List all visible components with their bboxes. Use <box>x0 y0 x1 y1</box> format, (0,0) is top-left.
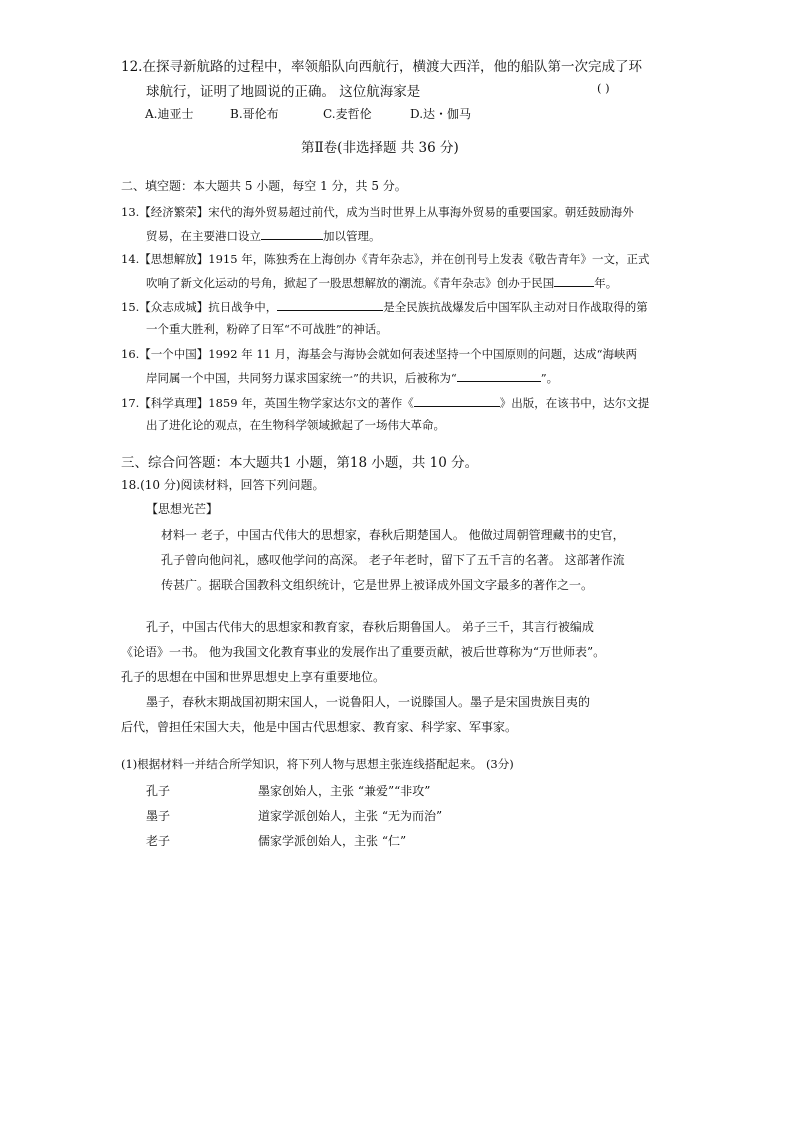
q13-text-a: 贸易，在主要港口设立 <box>146 229 261 243</box>
q14-line1: 14.【思想解放】1915 年，陈独秀在上海创办《青年杂志》，并在创刊号上发表《敬告青年》一文，正式 <box>121 252 650 266</box>
q12-line1: 12.在探寻新航路的过程中，率领船队向西航行，横渡大西洋，他的船队第一次完成了环 <box>121 59 642 75</box>
q12-option-b: B.哥伦布 <box>230 107 279 121</box>
q12-line2: 球航行，证明了地圆说的正确。 这位航海家是 <box>146 84 421 100</box>
q17-line1 <box>121 394 649 411</box>
material3-line1: 墨子，春秋末期战国初期宋国人，一说鲁阳人，一说滕国人。墨子是宋国贵族目夷的 <box>146 695 591 709</box>
material1-line1: 材料一 老子，中国古代伟大的思想家，春秋后期楚国人。 他做过周朝管理藏书的史官， <box>161 528 625 542</box>
q13-line2 <box>146 227 381 244</box>
section3-heading: 三、综合问答题：本大题共1 小题，第18 小题，共 10 分。 <box>121 455 479 471</box>
q14-blank[interactable] <box>554 274 594 287</box>
q12-option-c: C.麦哲伦 <box>323 107 372 121</box>
material2-line3: 孔子的思想在中国和世界思想史上享有重要地位。 <box>121 670 386 684</box>
part2-title: 第Ⅱ卷(非选择题 共 36 分) <box>301 140 459 156</box>
q17-blank[interactable] <box>414 394 500 407</box>
q15-text-b: 是全民族抗战爆发后中国军队主动对日作战取得的第 <box>383 300 648 314</box>
q15-line1 <box>121 298 648 315</box>
q14-text-a: 吹响了新文化运动的号角，掀起了一股思想解放的潮流。《青年杂志》创办于民国 <box>146 276 555 290</box>
material2-line1: 孔子，中国古代伟大的思想家和教育家，春秋后期鲁国人。 弟子三千，其言行被编成 <box>146 620 594 634</box>
claim-taoist[interactable]: 道家学派创始人，主张 “无为而治” <box>258 809 443 823</box>
claim-mohist[interactable]: 墨家创始人，主张 “兼爱”“非攻” <box>258 784 431 798</box>
q12-option-d: D.达・伽马 <box>410 107 472 121</box>
q17-line2: 出了进化论的观点，在生物科学领域掀起了一场伟大革命。 <box>146 418 445 432</box>
sub-question-1: (1)根据材料一并结合所学知识，将下列人物与思想主张连线搭配起来。 (3分) <box>121 757 514 771</box>
q16-line1: 16.【一个中国】1992 年 11 月，海基会与海协会就如何表述坚持一个中国原则的问题，达成“海峡两 <box>121 347 638 361</box>
person-mozi[interactable]: 墨子 <box>146 809 171 823</box>
material2-line2: 《论语》一书。 他为我国文化教育事业的发展作出了重要贡献，被后世尊称为“万世师表”。 <box>121 645 606 659</box>
q16-blank[interactable] <box>457 369 541 382</box>
q13-text-b: 加以管理。 <box>323 229 381 243</box>
material1-line3: 传甚广。据联合国教科文组织统计，它是世界上被译成外国文字最多的著作之一。 <box>161 578 594 592</box>
claim-confucian[interactable]: 儒家学派创始人，主张 “仁” <box>258 834 407 848</box>
q18-intro: 18.(10 分)阅读材料，回答下列问题。 <box>121 478 325 492</box>
section2-heading: 二、填空题：本大题共 5 小题，每空 1 分，共 5 分。 <box>121 179 407 193</box>
q14-text-b: 年。 <box>594 276 618 290</box>
q16-line2 <box>146 369 558 386</box>
q17-text-a: 17.【科学真理】1859 年，英国生物学家达尔文的著作《 <box>121 396 414 410</box>
person-kongzi[interactable]: 孔子 <box>146 784 171 798</box>
q15-line2: 一个重大胜利，粉碎了日军“不可战胜”的神话。 <box>146 322 388 336</box>
q15-blank[interactable] <box>277 298 383 311</box>
q13-blank[interactable] <box>261 227 323 240</box>
material3-line2: 后代，曾担任宋国大夫，他是中国古代思想家、教育家、科学家、军事家。 <box>121 720 518 734</box>
person-laozi[interactable]: 老子 <box>146 834 171 848</box>
q12-option-a: A.迪亚士 <box>145 107 194 121</box>
q15-text-a: 15.【众志成城】抗日战争中， <box>121 300 278 314</box>
q13-line1: 13.【经济繁荣】宋代的海外贸易超过前代，成为当时世界上从事海外贸易的重要国家。朝廷鼓励海外 <box>121 205 634 219</box>
q14-line2 <box>146 274 617 291</box>
material1-line2: 孔子曾向他问礼，感叹他学问的高深。 老子年老时，留下了五千言的名著。 这部著作流 <box>161 553 625 567</box>
q12-answer-paren: ( ) <box>597 81 610 95</box>
material-tag: 【思想光芒】 <box>146 502 219 516</box>
q17-text-b: 》出版，在该书中，达尔文提 <box>499 396 650 410</box>
q16-text-a: 岸同属一个中国，共同努力谋求国家统一”的共识，后被称为“ <box>146 371 457 385</box>
q16-text-b: ”。 <box>540 371 559 385</box>
